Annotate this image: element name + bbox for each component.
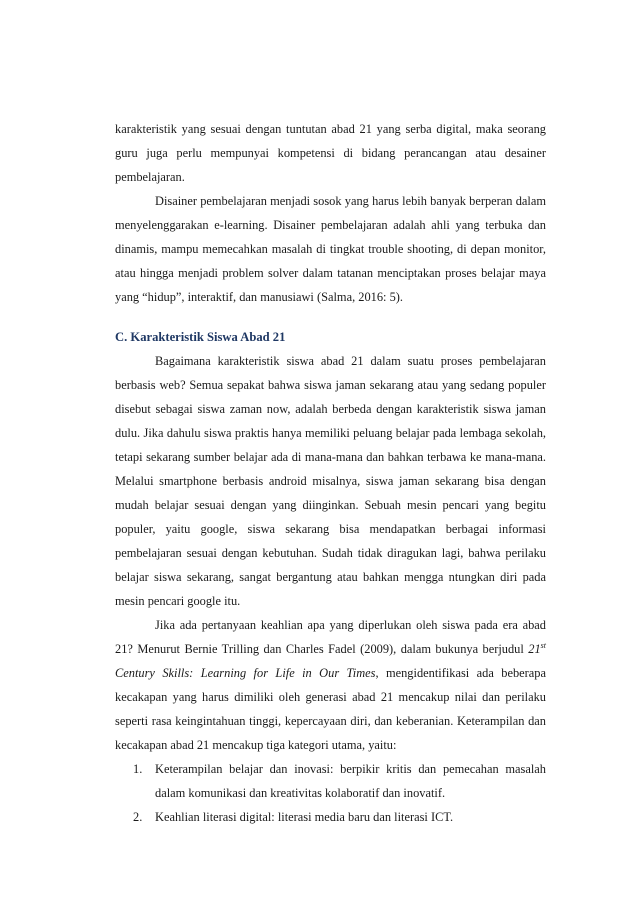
- list-item: [115, 757, 546, 805]
- page-content: [115, 117, 546, 829]
- paragraph-3: Bagaimana karakteristik siswa abad 21 dalam suatu proses pembelajaran berbasis web? Semua sepakat bahwa siswa jaman sekarang atau yang sedang populer disebut sebagai siswa zaman now, adalah berbeda dengan karakteristik siswa jaman dulu. Jika dahulu siswa praktis hanya memiliki peluang belajar pada lembaga sekolah, tetapi sekarang sumber belajar ada di mana-mana dan bahkan terbawa ke mana-mana. Melalui smartphone berbasis android misalnya, siswa jaman sekarang bisa dengan mudah belajar sesuai dengan yang diinginkan. Sebuah mesin pencari yang begitu populer, yaitu google, siswa sekarang bisa mendapatkan berbagai informasi pembelajaran sesuai dengan kebutuhan. Sudah tidak diragukan lagi, bahwa perilaku belajar siswa sekarang, sangat bergantung atau bahkan mengga ntungkan diri pada mesin pencari google itu.: [115, 354, 546, 608]
- book-title-rest: Century Skills: Learning for Life in Our Times: [115, 666, 376, 680]
- section-heading: C. Karakteristik Siswa Abad 21: [115, 330, 286, 344]
- list-item-number: 1.: [133, 762, 143, 776]
- list-item: [115, 805, 546, 829]
- paragraph-4-end: , mengidentifikasi ada beberapa kecakapan yang harus dimiliki oleh generasi abad 21 mencakup nilai dan perilaku seperti rasa keingintahuan tinggi, kepercayaan diri, dan keberanian. Keterampilan dan kecakapan abad 21 mencakup tiga kategori utama, yaitu:: [115, 666, 546, 752]
- skills-list: [115, 757, 546, 829]
- book-title-superscript: st: [540, 640, 546, 650]
- paragraph-4-start: Jika ada pertanyaan keahlian apa yang diperlukan oleh siswa pada era abad 21? Menurut Bernie Trilling dan Charles Fadel (2009), dalam bukunya berjudul: [115, 618, 546, 656]
- paragraph-2: Disainer pembelajaran menjadi sosok yang harus lebih banyak berperan dalam menyelenggarakan e-learning. Disainer pembelajaran adalah ahli yang terbuka dan dinamis, mampu memecahkan masalah di tingkat trouble shooting, di depan monitor, atau hingga menjadi problem solver dalam tatanan menciptakan proses belajar maya yang “hidup”, interaktif, dan manusiawi (Salma, 2016: 5).: [115, 194, 546, 304]
- list-item-text: Keterampilan belajar dan inovasi: berpikir kritis dan pemecahan masalah dalam komunikasi dan kreativitas kolaboratif dan inovatif.: [155, 762, 546, 800]
- list-item-number: 2.: [133, 810, 143, 824]
- paragraph-4: [115, 613, 546, 757]
- list-item-text: Keahlian literasi digital: literasi media baru dan literasi ICT.: [155, 810, 454, 824]
- book-title-number: 21: [528, 642, 541, 656]
- paragraph-1: karakteristik yang sesuai dengan tuntutan abad 21 yang serba digital, maka seorang guru juga perlu mempunyai kompetensi di bidang perancangan atau desainer pembelajaran.: [115, 122, 546, 184]
